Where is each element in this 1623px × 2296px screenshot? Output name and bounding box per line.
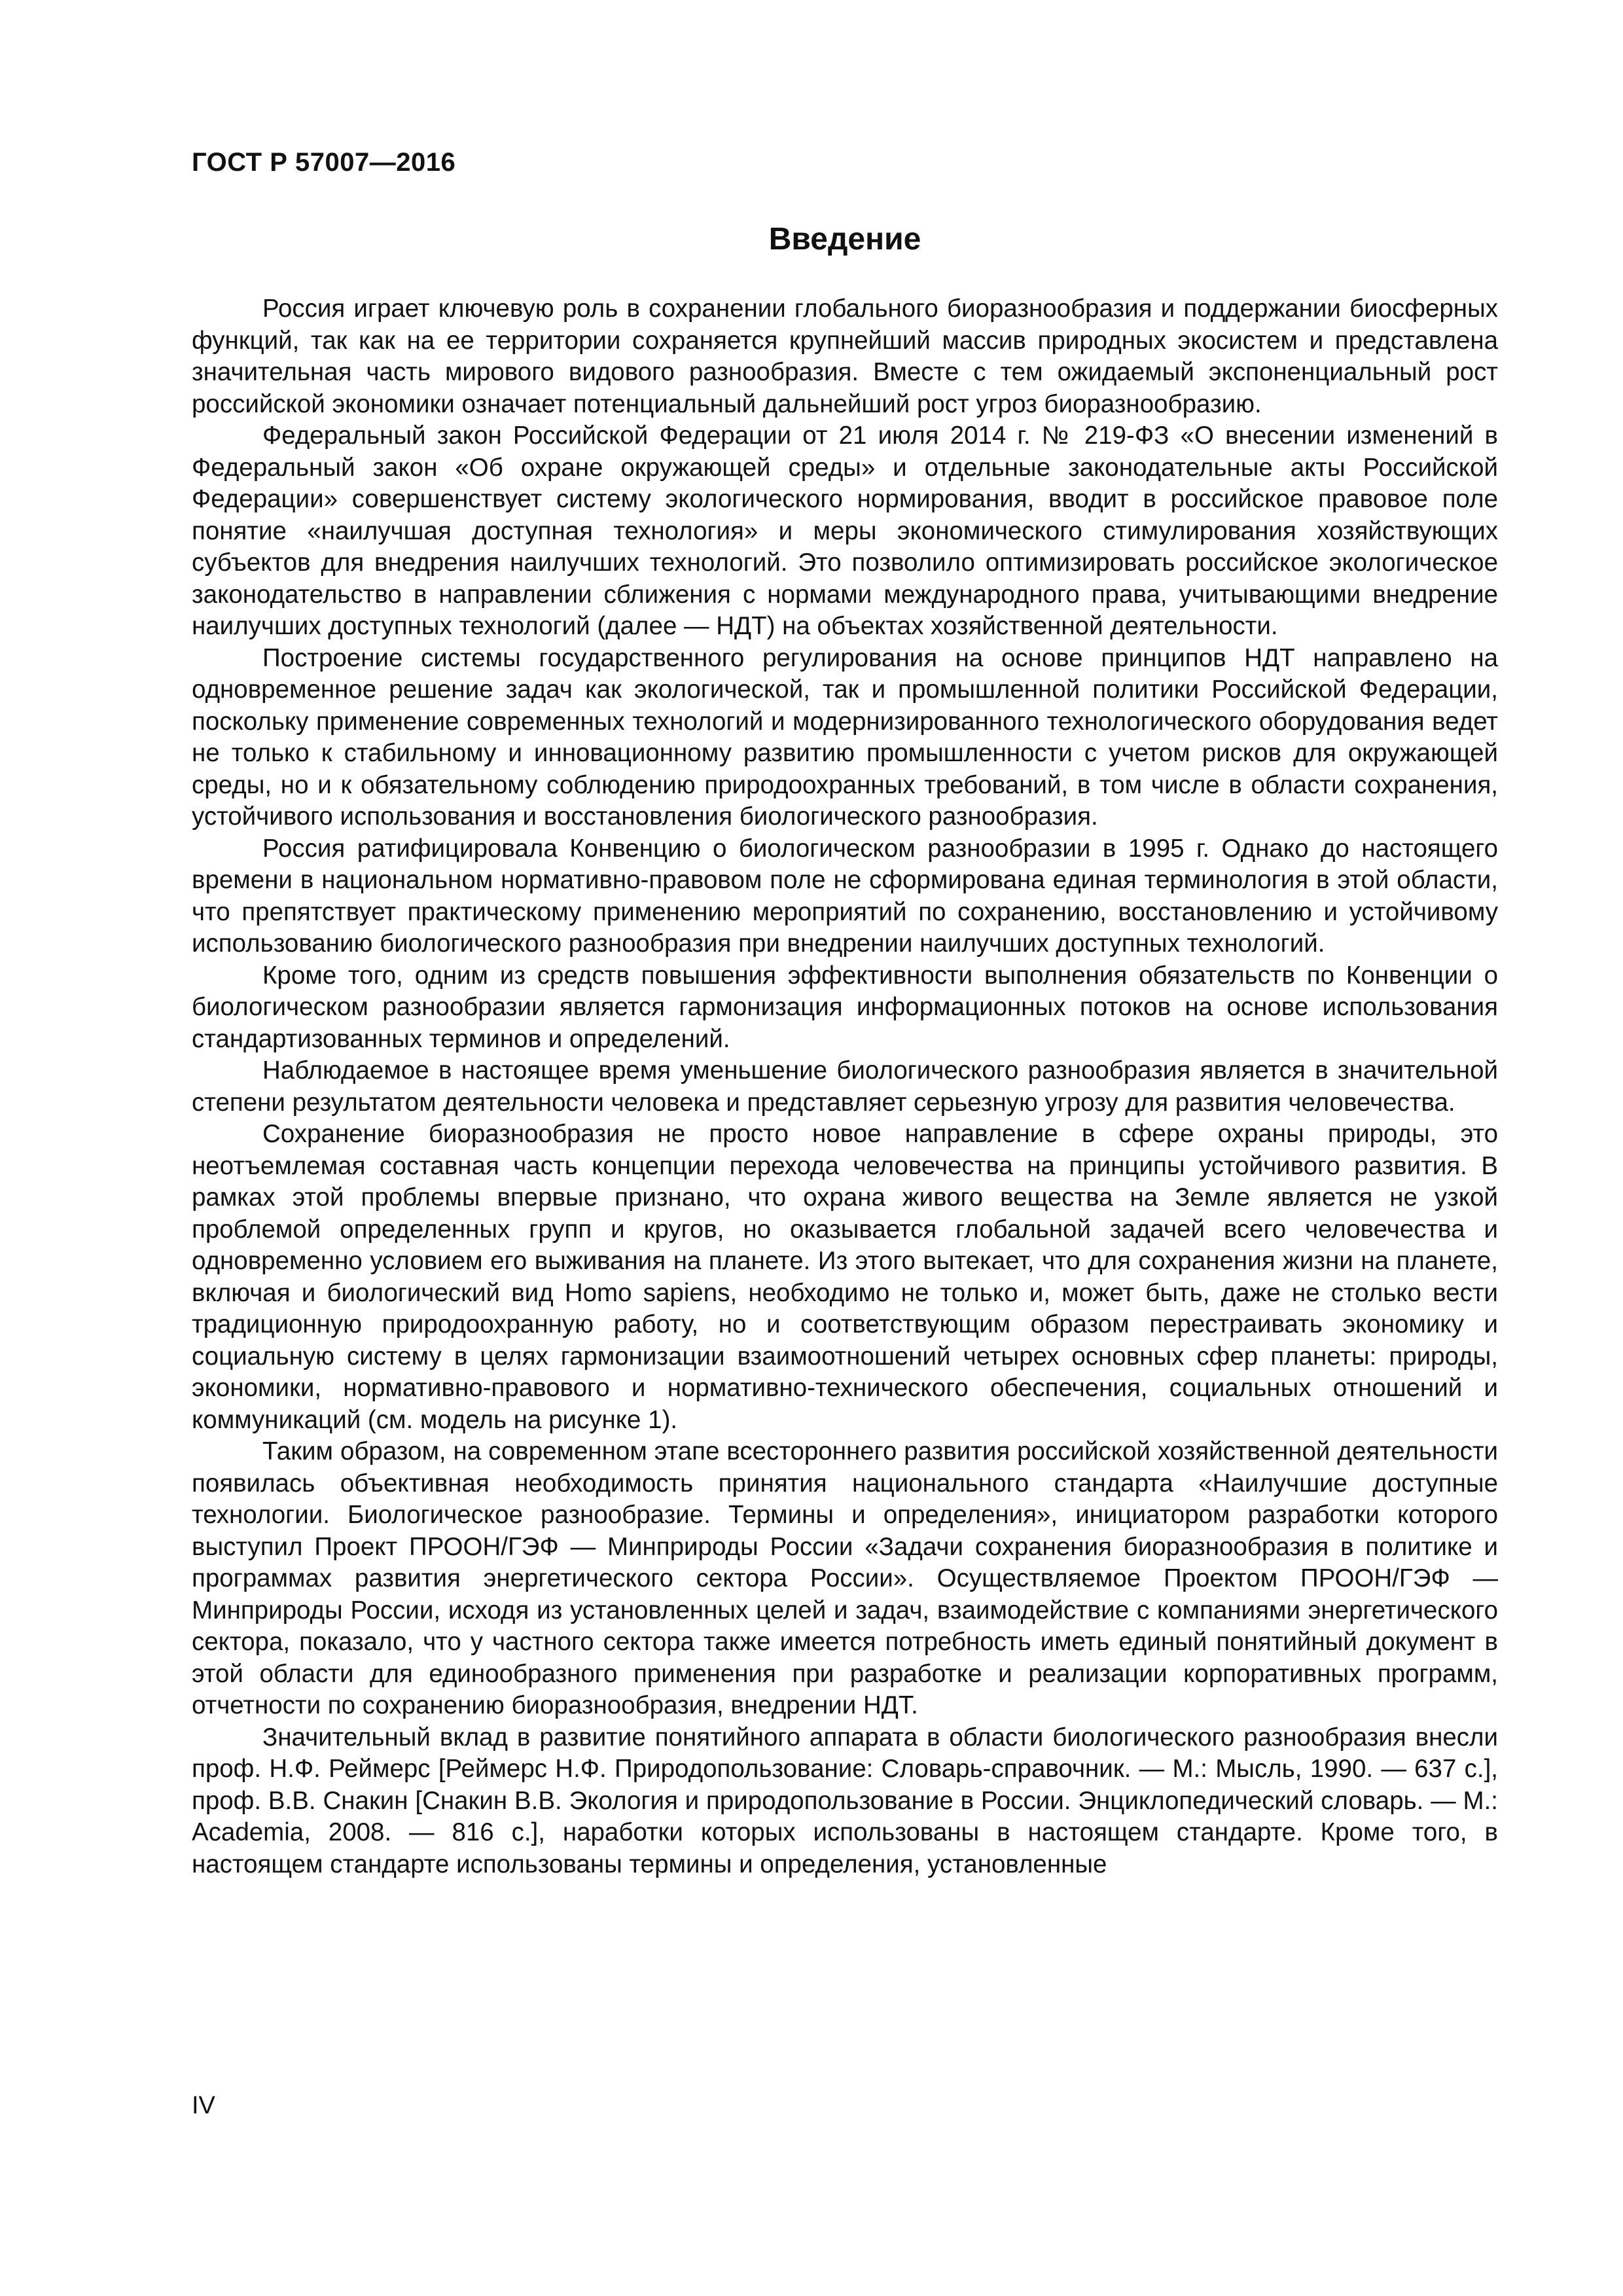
page-title: Введение xyxy=(768,222,921,257)
paragraph: Построение системы государственного регулирования на основе принципов НДТ направлено на одновременное решение задач как экологической, так и промышленной политики Российской Федерации, поскольку применение современных технологий и модернизированного технологического оборудования ведет не только к стабильному и инновационному развитию промышленности с учетом рисков для окружающей среды, но и к обязательному соблюдению природоохранных требований, в том числе в области сохранения, устойчивого использования и восстановления биологического разнообразия. xyxy=(192,643,1498,831)
paragraph: Сохранение биоразнообразия не просто новое направление в сфере охраны природы, это неотъемлемая составная часть концепции перехода человечества на принципы устойчивого развития. В рамках этой проблемы впервые признано, что охрана живого вещества на Земле является не узкой проблемой определенных групп и кругов, но оказывается глобальной задачей всего человечества и одновременно условием его выживания на планете. Из этого вытекает, что для сохранения жизни на планете, включая и биологический вид Homo sapiens, необходимо не только и, может быть, даже не столько вести традиционную природоохранную работу, но и соответствующим образом перестраивать экономику и социальную систему в целях гармонизации взаимоотношений четырех основных сфер планеты: природы, экономики, нормативно-правового и нормативно-технического обеспечения, социальных отношений и коммуникаций (см. модель на рисунке 1). xyxy=(192,1120,1498,1434)
body-text xyxy=(192,293,1498,1880)
paragraph: Россия играет ключевую роль в сохранении глобального биоразнообразия и поддержании биосферных функций, так как на ее территории сохраняется крупнейший массив природных экосистем и представлена значительная часть мирового видового разнообразия. Вместе с тем ожидаемый экспоненциальный рост российской экономики означает потенциальный дальнейший рост угроз биоразнообразию. xyxy=(192,295,1498,418)
paragraph: Значительный вклад в развитие понятийного аппарата в области биологического разнообразия внесли проф. Н.Ф. Реймерс [Реймерс Н.Ф. Природопользование: Словарь-справочник. — М.: Мысль, 1990. — 637 с.], проф. В.В. Снакин [Снакин В.В. Экология и природопользование в России. Энциклопедический словарь. — М.: Academia, 2008. — 816 с.], наработки которых использованы в настоящем стандарте. Кроме того, в настоящем стандарте использованы термины и определения, установленные xyxy=(192,1723,1498,1878)
standard-header: ГОСТ Р 57007—2016 xyxy=(192,148,456,177)
paragraph: Россия ратифицировала Конвенцию о биологическом разнообразии в 1995 г. Однако до настоящего времени в национальном нормативно-правовом поле не сформирована единая терминология в этой области, что препятствует практическому применению мероприятий по сохранению, восстановлению и устойчивому использованию биологического разнообразия при внедрении наилучших доступных технологий. xyxy=(192,834,1498,958)
paragraph: Кроме того, одним из средств повышения эффективности выполнения обязательств по Конвенции о биологическом разнообразии является гармонизация информационных потоков на основе использования стандартизованных терминов и определений. xyxy=(192,961,1498,1053)
paragraph: Таким образом, на современном этапе всестороннего развития российской хозяйственной деятельности появилась объективная необходимость принятия национального стандарта «Наилучшие доступные технологии. Биологическое разнообразие. Термины и определения», инициатором разработки которого выступил Проект ПРООН/ГЭФ — Минприроды России «Задачи сохранения биоразнообразия в политике и программах развития энергетического сектора России». Осуществляемое Проектом ПРООН/ГЭФ — Минприроды России, исходя из установленных целей и задач, взаимодействие с компаниями энергетического сектора, показало, что у частного сектора также имеется потребность иметь единый понятийный документ в этой области для единообразного применения при разработке и реализации корпоративных программ, отчетности по сохранению биоразнообразия, внедрении НДТ. xyxy=(192,1437,1498,1719)
paragraph: Наблюдаемое в настоящее время уменьшение биологического разнообразия является в значительной степени результатом деятельности человека и представляет серьезную угрозу для развития человечества. xyxy=(192,1056,1498,1117)
page-number: IV xyxy=(192,2092,215,2119)
paragraph: Федеральный закон Российской Федерации от 21 июля 2014 г. № 219-ФЗ «О внесении изменений в Федеральный закон «Об охране окружающей среды» и отдельные законодательные акты Российской Федерации» совершенствует систему экологического нормирования, вводит в российское правовое поле понятие «наилучшая доступная технология» и меры экономического стимулирования хозяйствующих субъектов для внедрения наилучших технологий. Это позволило оптимизировать российское экологическое законодательство в направлении сближения с нормами международного права, учитывающими внедрение наилучших доступных технологий (далее — НДТ) на объектах хозяйственной деятельности. xyxy=(192,422,1498,640)
